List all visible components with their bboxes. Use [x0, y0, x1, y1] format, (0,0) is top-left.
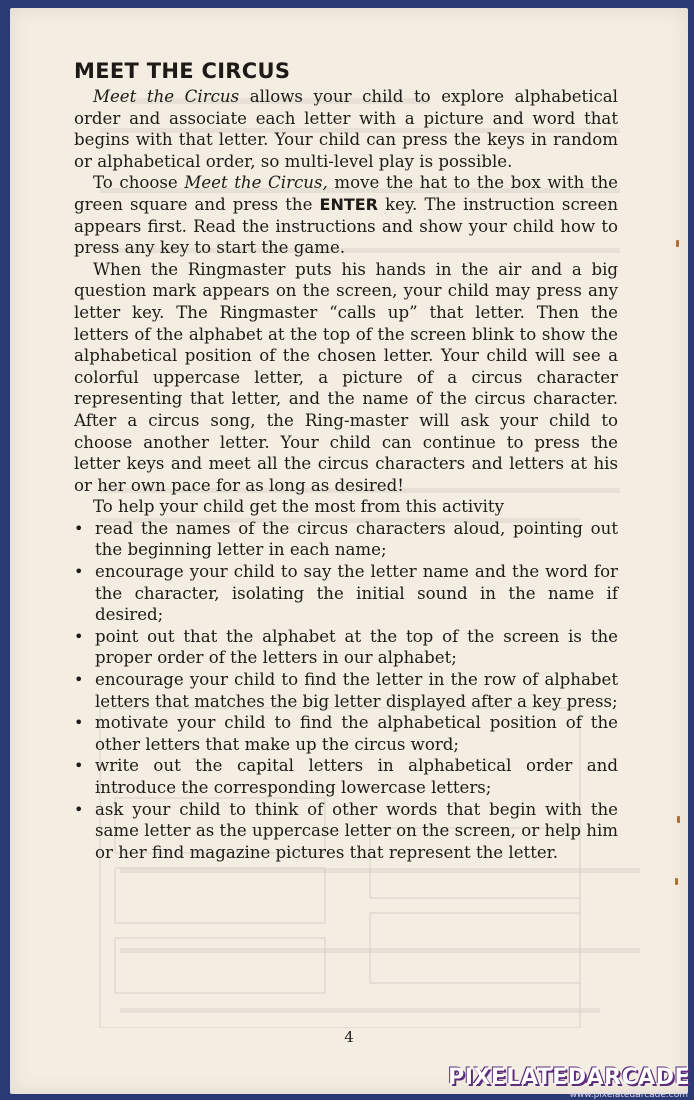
bullet-icon: • — [74, 670, 84, 690]
list-item — [74, 626, 618, 669]
list-item — [74, 561, 618, 626]
paragraph-help: To help your child get the most from this activity — [93, 497, 504, 517]
paper-speck — [675, 878, 678, 885]
page-number: 4 — [344, 1028, 354, 1046]
list-item-text: encourage your child to find the letter in the row of alphabet letters that matches the big letter displayed after a key press; — [95, 670, 618, 711]
bullet-icon: • — [74, 626, 84, 646]
list-item — [74, 799, 618, 864]
paragraph-text: key. The instruction screen appears first. Read the instructions and show your child how to press any key to start the game. — [74, 194, 619, 258]
bullet-icon: • — [74, 518, 84, 538]
paragraph-intro — [74, 86, 618, 172]
watermark-brand: PIXELATEDARCADE — [448, 1065, 690, 1090]
page-content — [74, 58, 618, 863]
watermark-url: www.pixelatedarcade.com — [569, 1090, 688, 1100]
list-item-text: read the names of the circus characters aloud, pointing out the beginning letter in each name; — [95, 518, 618, 560]
manual-page — [10, 8, 688, 1094]
paragraph-choose — [74, 172, 618, 258]
paragraph-text: move the hat to the box with the green square and press the — [74, 173, 619, 214]
bullet-icon: • — [74, 713, 84, 733]
paper-speck — [676, 240, 679, 247]
tips-list — [74, 518, 618, 864]
game-title: Meet the Circus — [93, 87, 240, 106]
list-item-text: ask your child to think of other words that begin with the same letter as the uppercase letter on the screen, or help him or her find magazine pictures that represent the letter. — [95, 799, 618, 862]
list-item-text: write out the capital letters in alphabetical order and introduce the corresponding lowercase letters; — [95, 756, 618, 797]
list-item-text: motivate your child to find the alphabetical position of the other letters that make up the circus word; — [95, 713, 618, 754]
list-item-text: encourage your child to say the letter name and the word for the character, isolating the initial sound in the name if desired; — [95, 562, 618, 625]
paragraph-text: allows your child to explore alphabetical order and associate each letter with a picture and word that begins with that letter. Your child can press the keys in random or alphabetical order, so multi-level play is possible. — [74, 87, 618, 171]
paragraph-ringmaster: When the Ringmaster puts his hands in the air and a big question mark appears on the screen, your child may press any letter key. The Ringmaster “calls up” that letter. Then the letters of the alphabet at the top of the screen blink to show the alphabetical position of the chosen letter. Your child will see a colorful uppercase letter, a picture of a circus character representing that letter, and the name of the circus character. After a circus song, the Ring-master will ask your child to choose another letter. Your child can continue to press the letter keys and meet all the circus characters and letters at his or her own pace for as long as desired! — [74, 259, 618, 495]
enter-key-label: ENTER — [319, 194, 378, 214]
paper-speck — [677, 816, 680, 823]
bullet-icon: • — [74, 799, 84, 819]
section-heading: MEET THE CIRCUS — [74, 59, 291, 83]
bullet-icon: • — [74, 562, 84, 582]
list-item — [74, 669, 618, 712]
paragraph-text: To choose — [93, 173, 185, 193]
list-item-text: point out that the alphabet at the top of the screen is the proper order of the letters in our alphabet; — [95, 626, 618, 668]
bullet-icon: • — [74, 756, 84, 776]
list-item — [74, 755, 618, 798]
game-title: Meet the Circus, — [184, 173, 328, 193]
list-item — [74, 518, 618, 561]
list-item — [74, 712, 618, 755]
